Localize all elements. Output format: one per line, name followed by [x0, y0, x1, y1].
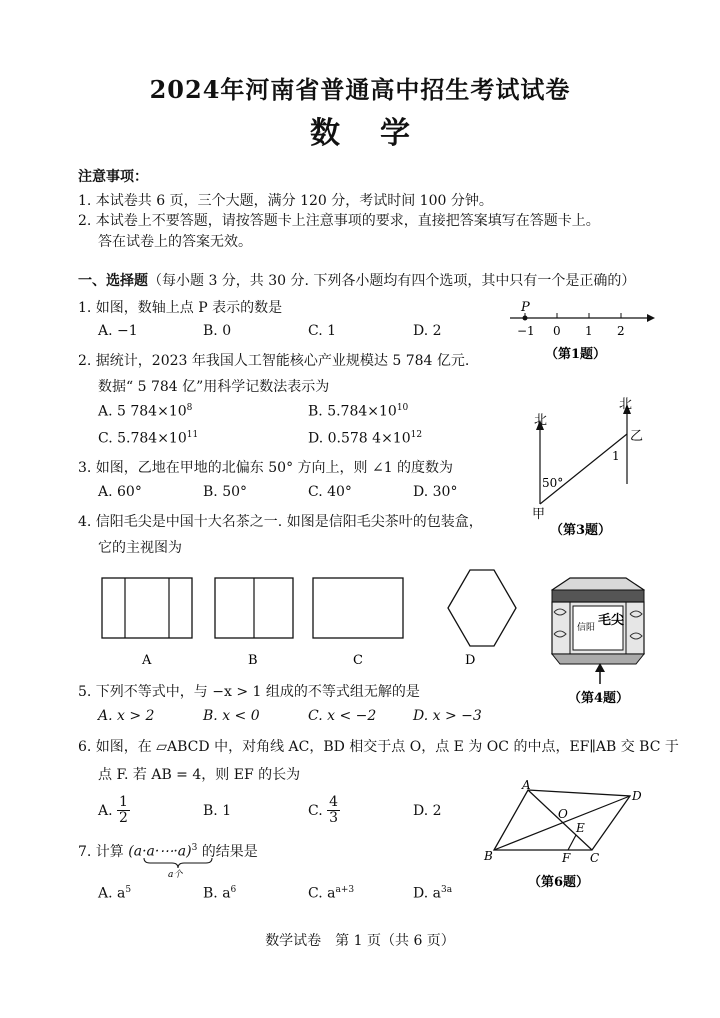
- notice-heading: 注意事项：: [78, 169, 148, 185]
- tick-label: 1: [585, 324, 593, 338]
- q7-option-a: A. $a^5$: [98, 885, 132, 902]
- tick-label: 0: [553, 324, 561, 338]
- north-label-b: 北: [619, 397, 633, 412]
- section-heading: [78, 270, 635, 290]
- point-p: [523, 316, 528, 321]
- box-text-sub: 信阳: [577, 623, 596, 633]
- diagonal-bd: [494, 796, 630, 850]
- q2-option-d: D. 0.578 $4\times 10^{12}$: [308, 430, 423, 447]
- q1-option-b: B. 0: [203, 323, 232, 339]
- option-a-label: A: [142, 653, 152, 668]
- q5-stem: 5. 下列不等式中，与 −x > 1 组成的不等式组无解的是: [78, 684, 420, 700]
- option-b-label: B: [248, 653, 258, 668]
- q6-stem-line1: 6. 如图，在 ▱ABCD 中，对角线 AC，BD 相交于点 O，点 E 为 OC 的中点，EF∥AB 交 BC 于: [78, 739, 679, 755]
- q3-option-d: D. 30°: [413, 484, 458, 500]
- figure-caption: （第1题）: [545, 347, 607, 362]
- q5-option-d: D. x > −3: [413, 708, 482, 724]
- point-p-label: P: [521, 300, 530, 315]
- page-footer: 数学试卷 第 1 页（共 6 页）: [265, 933, 455, 949]
- q5-option-b: B. x < 0: [203, 708, 260, 724]
- q3-stem: 3. 如图，乙地在甲地的北偏东 50° 方向上，则 ∠1 的度数为: [78, 460, 454, 476]
- q2-option-c: C. $5.784\times 10^{11}$: [98, 430, 199, 447]
- notice-item-1: 1. 本试卷共 6 页，三个大题，满分 120 分，考试时间 100 分钟。: [78, 193, 493, 209]
- svg-text:A: A: [522, 780, 531, 792]
- q7-stem: 7. 计算 (a·a·⋯·a)$^3$ 的结果是: [78, 843, 258, 860]
- q1-number-line: [505, 296, 655, 364]
- q5-option-c: C. x < −2: [308, 708, 377, 724]
- q4-tea-box-figure: [540, 572, 650, 706]
- q2-stem-line2: 数据“ 5 784 亿”用科学记数法表示为: [98, 379, 330, 395]
- place-a-label: 甲: [532, 507, 546, 522]
- section-desc: （每小题 3 分，共 30 分. 下列各小题均有四个选项，其中只有一个是正确的）: [148, 273, 636, 289]
- place-b-label: 乙: [630, 429, 644, 444]
- notice-item-2-cont: 答在试卷上的答案无效。: [98, 234, 252, 250]
- exam-title: 2024年河南省普通高中招生考试试卷: [149, 75, 571, 104]
- option-c-label: C: [353, 653, 363, 668]
- q1-option-d: D. 2: [413, 323, 442, 339]
- q1-stem: 1. 如图，数轴上点 P 表示的数是: [78, 300, 283, 316]
- subject-title: 数学: [310, 116, 450, 151]
- svg-text:B: B: [484, 849, 493, 863]
- q3-option-b: B. 50°: [203, 484, 248, 500]
- figure-caption: （第6题）: [528, 875, 590, 890]
- angle-label-50: 50°: [542, 476, 564, 490]
- svg-text:O: O: [558, 807, 568, 821]
- box-lid-band: [552, 590, 644, 602]
- q6-option-a: A. $\frac{1}{2}$: [98, 794, 128, 827]
- q6-option-b: B. 1: [203, 803, 232, 819]
- angle-label-1: 1: [612, 449, 620, 463]
- arrow-icon: [647, 314, 655, 322]
- direction-line: [540, 434, 627, 504]
- q4-stem-line1: 4. 信阳毛尖是中国十大名茶之一. 如图是信阳毛尖茶叶的包装盒，: [78, 514, 483, 530]
- q7-option-d: D. $a^{3a}$: [413, 885, 453, 902]
- q6-option-c: C. $\frac{4}{3}$: [308, 794, 339, 827]
- view-d: [448, 570, 516, 646]
- box-base: [552, 654, 644, 664]
- q3-figure: [522, 394, 652, 542]
- q7-option-b: B. $a^6$: [203, 885, 237, 902]
- q2-stem-line1: 2. 据统计，2023 年我国人工智能核心产业规模达 5 784 亿元.: [78, 353, 470, 369]
- q3-option-c: C. 40°: [308, 484, 352, 500]
- figure-caption: （第3题）: [550, 523, 612, 538]
- view-c: [313, 578, 403, 638]
- q6-stem-line2: 点 F. 若 AB = 4，则 EF 的长为: [98, 767, 301, 783]
- q6-parallelogram-figure: [480, 780, 650, 895]
- svg-text:F: F: [562, 851, 571, 865]
- svg-text:D: D: [632, 789, 642, 803]
- view-a: [102, 578, 192, 638]
- q7-expression: (a·a·⋯·a)$^3$: [128, 843, 198, 860]
- tick-label: −1: [517, 324, 535, 338]
- section-title: 一、选择题: [78, 273, 148, 289]
- q4-stem-line2: 它的主视图为: [98, 540, 182, 556]
- notice-item-2: 2. 本试卷上不要答题，请按答题卡上注意事项的要求，直接把答案填写在答题卡上。: [78, 213, 600, 229]
- q2-option-b: B. $5.784\times 10^{10}$: [308, 403, 409, 420]
- q1-option-c: C. 1: [308, 323, 337, 339]
- brace-label: a个: [168, 870, 183, 878]
- box-text-main: 毛尖: [598, 613, 625, 628]
- svg-text:C: C: [590, 851, 600, 865]
- brace-icon: [144, 858, 212, 868]
- q4-options-figures: [95, 560, 525, 672]
- option-d-label: D: [465, 653, 476, 668]
- q2-option-a: A. 5 $784\times 10^8$: [98, 403, 193, 420]
- q1-option-a: A. −1: [98, 323, 138, 339]
- q5-option-a: A. x > 2: [98, 708, 155, 724]
- north-label-a: 北: [534, 413, 548, 428]
- tick-label: 2: [617, 324, 625, 338]
- svg-text:E: E: [576, 821, 585, 835]
- segment-ef: [568, 835, 576, 850]
- q6-option-d: D. 2: [413, 803, 442, 819]
- q3-option-a: A. 60°: [98, 484, 142, 500]
- q7-option-c: C. $a^{a+3}$: [308, 885, 355, 902]
- figure-caption: （第4题）: [568, 691, 630, 706]
- q7-underbrace: [140, 856, 220, 878]
